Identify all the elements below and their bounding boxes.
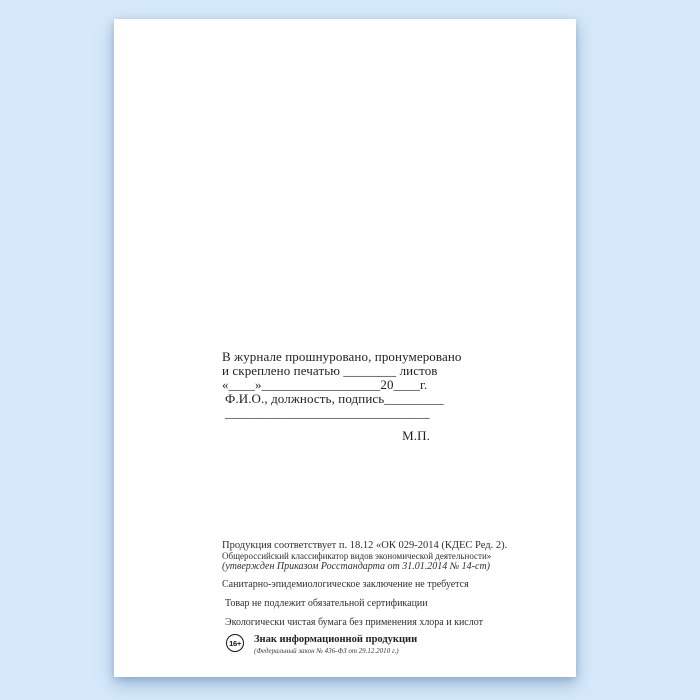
age-rating-label: Знак информационной продукции	[254, 634, 418, 645]
age-rating-law-reference: (Федеральный закон № 436-ФЗ от 29.12.2010 г.)	[254, 646, 399, 655]
compliance-footer	[222, 540, 522, 655]
stamp-place-label: М.П.	[402, 428, 430, 443]
binding-line-1: В журнале прошнуровано, пронумеровано	[222, 349, 462, 364]
binding-certification-block	[222, 349, 462, 443]
standard-line-2: Общероссийский классификатор видов экономической деятельности»	[222, 551, 492, 561]
age-rating-row	[222, 634, 522, 655]
binding-line-5: _______________________________	[225, 405, 430, 420]
binding-line-3: «____»__________________20____г.	[222, 377, 428, 392]
standard-reference	[222, 540, 522, 572]
ecology-note: Экологически чистая бумага без применения хлора и кислот	[225, 617, 483, 628]
standard-line-1: Продукция соответствует п. 18.12 «ОК 029-2014 (КДЕС Ред. 2).	[222, 540, 508, 551]
binding-line-4: Ф.И.О., должность, подпись_________	[225, 391, 444, 406]
certification-note: Товар не подлежит обязательной сертификации	[225, 598, 428, 609]
standard-line-3: (утвержден Приказом Росстандарта от 31.01.2014 № 14-ст)	[222, 561, 490, 572]
binding-line-2: и скреплено печатью ________ листов	[222, 363, 438, 378]
sanitary-note: Санитарно-эпидемиологическое заключение не требуется	[222, 579, 469, 590]
journal-back-page	[114, 19, 576, 677]
age-rating-text	[254, 634, 417, 655]
age-rating-16plus-icon: 16+	[226, 634, 244, 652]
